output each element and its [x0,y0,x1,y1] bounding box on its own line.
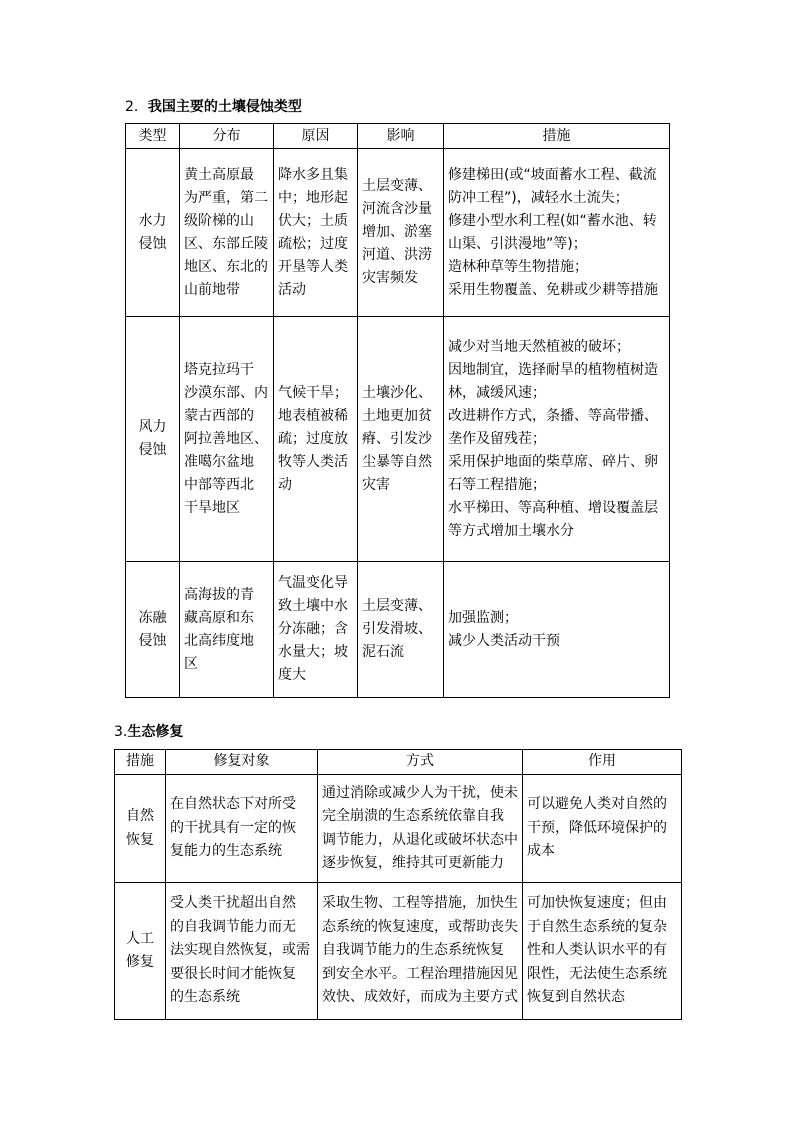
header-cell: 方式 [318,750,523,775]
erosion-type: 风力 侵蚀 [138,419,167,458]
table-row [115,775,682,883]
section-3-heading [114,724,183,740]
table-row [115,883,682,1020]
target-cell: 受人类干扰超出自然 的自我调节能力而无 法实现自然恢复，或需 要很长时间才能恢复 的生态系统 [170,895,310,1006]
measures-cell: 减少对当地天然植被的破坏； 因地制宜，选择耐旱的植物植树造 林，减缓风速； 改进耕作方式，条播、等高带播、 垄作及留残茬； 采用保护地面的柴草席、碎片、卵 石等工程措施； 水平梯田、等高种植、增设覆盖层 等方式增加土壤水分 [448,338,658,539]
section-3-number: 3. [114,724,128,740]
header-cell: 类型 [126,124,180,149]
soil-erosion-table [125,123,670,698]
erosion-type: 水力 侵蚀 [138,212,167,252]
header-cell: 作用 [523,750,682,775]
measure-cell: 人工 修复 [126,930,154,970]
measure-cell: 自然 恢复 [126,808,154,848]
effect-cell: 可以避免人类对自然的 干预，降低环境保护的 成本 [527,796,667,860]
ecological-restoration-table [114,749,682,1020]
header-cell: 影响 [358,124,444,149]
section-2-number: 2． [125,99,148,115]
cause-cell: 气温变化导 致土壤中水 分冻融；含 水量大；坡 度大 [278,575,348,683]
table-row [126,149,670,317]
impact-cell: 土层变薄、 引发滑坡、 泥石流 [362,598,432,660]
distribution-cell: 塔克拉玛干 沙漠东部、内 蒙古西部的 阿拉善地区、 准噶尔盆地 中部等西北 干旱地区 [184,361,268,516]
header-cell: 修复对象 [166,750,318,775]
measures-cell: 修建梯田(或“坡面蓄水工程、截流 防冲工程”)，减轻水土流失； 修建小型水利工程(如“蓄水池、转 山渠、引洪漫地”等)； 造林种草等生物措施； 采用生物覆盖、免耕或少耕等措施 [448,166,658,298]
method-cell: 通过消除或减少人为干扰，使未 完全崩溃的生态系统依靠自我 调节能力，从退化或破坏状态中 逐步恢复，维持其可更新能力 [322,784,518,871]
table-row [126,317,670,562]
cause-cell: 降水多且集 中；地形起 伏大；土质 疏松；过度 开垦等人类 活动 [278,166,348,298]
section-2-title: 我国主要的土壤侵蚀类型 [147,99,302,115]
distribution-cell: 黄土高原最 为严重，第二 级阶梯的山 区、东部丘陵 地区、东北的 山前地带 [184,166,268,298]
table-header-row [126,124,670,149]
header-cell: 分布 [180,124,274,149]
section-3-title: 生态修复 [127,724,184,740]
header-cell: 措施 [115,750,166,775]
header-cell: 原因 [274,124,358,149]
table-row [126,562,670,698]
cause-cell: 气候干旱； 地表植被稀 疏；过度放 牧等人类活 动 [278,384,348,493]
measures-cell: 加强监测； 减少人类活动干预 [448,609,560,649]
erosion-type: 冻融 侵蚀 [138,609,167,649]
impact-cell: 土层变薄、 河流含沙量 增加、淤塞 河道、洪涝 灾害频发 [362,178,432,286]
table-header-row [115,750,682,775]
section-2-heading [125,99,302,115]
distribution-cell: 高海拔的青 藏高原和东 北高纬度地 区 [184,586,254,672]
method-cell: 采取生物、工程等措施，加快生 态系统的恢复速度，或帮助丧失 自我调节能力的生态系统恢复 到安全水平。工程治理措施因见 效快、成效好，而成为主要方式 [322,895,518,1006]
impact-cell: 土壤沙化、 土地更加贫 瘠、引发沙 尘暴等自然 灾害 [362,384,432,493]
effect-cell: 可加快恢复速度；但由 于自然生态系统的复杂 性和人类认识水平的有 限性，无法使生态系统 恢复到自然状态 [527,895,667,1006]
header-cell: 措施 [444,124,670,149]
target-cell: 在自然状态下对所受 的干扰具有一定的恢 复能力的生态系统 [170,796,296,860]
